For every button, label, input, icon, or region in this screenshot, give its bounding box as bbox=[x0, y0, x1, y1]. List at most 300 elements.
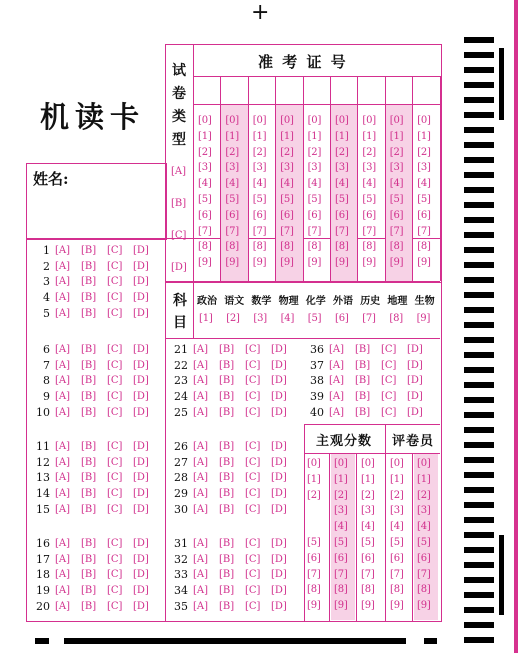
answer-bubble[interactable]: [C] bbox=[245, 344, 261, 355]
score-digit-bubble[interactable]: [2] bbox=[307, 489, 321, 501]
score-digit-bubble[interactable]: [7] bbox=[417, 568, 431, 580]
answer-bubble[interactable]: [B] bbox=[81, 292, 97, 304]
score-digit-bubble[interactable]: [5] bbox=[307, 537, 321, 548]
answer-bubble[interactable]: [D] bbox=[133, 472, 149, 484]
ticket-digit-bubble[interactable]: [5] bbox=[307, 194, 322, 205]
score-digit-bubble[interactable]: [0] bbox=[417, 458, 431, 469]
score-digit-bubble[interactable]: [0] bbox=[390, 458, 404, 469]
score-digit-bubble[interactable]: [1] bbox=[417, 473, 431, 485]
answer-bubble[interactable]: [D] bbox=[271, 503, 287, 515]
answer-bubble[interactable]: [A] bbox=[193, 553, 209, 565]
answer-bubble[interactable]: [B] bbox=[81, 585, 97, 597]
answer-bubble[interactable]: [D] bbox=[133, 600, 149, 612]
score-digit-bubble[interactable]: [4] bbox=[390, 521, 404, 533]
answer-bubble[interactable]: [C] bbox=[107, 292, 123, 304]
ticket-digit-bubble[interactable]: [6] bbox=[198, 209, 212, 221]
answer-bubble[interactable]: [B] bbox=[81, 488, 97, 500]
ticket-digit-bubble[interactable]: [2] bbox=[362, 146, 376, 158]
answer-bubble[interactable]: [C] bbox=[107, 375, 123, 387]
score-digit-bubble[interactable]: [7] bbox=[334, 568, 348, 580]
ticket-digit-bubble[interactable]: [3] bbox=[335, 162, 349, 174]
answer-bubble[interactable]: [B] bbox=[81, 503, 97, 515]
answer-bubble[interactable]: [D] bbox=[133, 292, 149, 304]
ticket-digit-bubble[interactable]: [3] bbox=[280, 162, 294, 174]
answer-bubble[interactable]: [C] bbox=[245, 472, 261, 484]
answer-bubble[interactable]: [D] bbox=[407, 359, 423, 371]
score-digit-bubble[interactable]: [7] bbox=[390, 568, 404, 580]
answer-bubble[interactable]: [B] bbox=[219, 553, 235, 565]
score-digit-bubble[interactable]: [4] bbox=[334, 521, 348, 533]
answer-bubble[interactable]: [C] bbox=[245, 359, 261, 371]
answer-bubble[interactable]: [A] bbox=[55, 260, 71, 272]
answer-bubble[interactable]: [D] bbox=[407, 344, 423, 355]
answer-bubble[interactable]: [C] bbox=[245, 441, 261, 452]
answer-bubble[interactable]: [B] bbox=[355, 375, 371, 387]
ticket-digit-bubble[interactable]: [3] bbox=[252, 162, 267, 174]
ticket-digit-bubble[interactable]: [7] bbox=[417, 225, 431, 237]
answer-bubble[interactable]: [D] bbox=[133, 456, 149, 468]
ticket-digit-bubble[interactable]: [4] bbox=[335, 178, 349, 190]
ticket-digit-bubble[interactable]: [1] bbox=[225, 130, 239, 142]
answer-bubble[interactable]: [B] bbox=[219, 456, 235, 468]
ticket-digit-bubble[interactable]: [1] bbox=[362, 130, 376, 142]
answer-bubble[interactable]: [D] bbox=[133, 488, 149, 500]
answer-bubble[interactable]: [D] bbox=[271, 553, 287, 565]
answer-bubble[interactable]: [B] bbox=[219, 344, 235, 355]
answer-bubble[interactable]: [D] bbox=[271, 344, 287, 355]
ticket-digit-bubble[interactable]: [2] bbox=[280, 146, 294, 158]
answer-bubble[interactable]: [A] bbox=[55, 391, 71, 403]
answer-bubble[interactable]: [C] bbox=[107, 600, 123, 612]
answer-bubble[interactable]: [C] bbox=[381, 375, 397, 387]
answer-bubble[interactable]: [B] bbox=[81, 600, 97, 612]
score-digit-bubble[interactable]: [2] bbox=[361, 489, 375, 501]
ticket-digit-bubble[interactable]: [1] bbox=[389, 130, 404, 142]
score-digit-bubble[interactable]: [0] bbox=[334, 458, 348, 469]
answer-bubble[interactable]: [A] bbox=[55, 375, 71, 387]
exam-type-option[interactable]: [A] bbox=[171, 166, 187, 177]
answer-bubble[interactable]: [B] bbox=[219, 391, 235, 403]
ticket-digit-bubble[interactable]: [2] bbox=[198, 146, 212, 158]
score-digit-bubble[interactable]: [3] bbox=[390, 505, 404, 517]
answer-bubble[interactable]: [C] bbox=[381, 344, 397, 355]
score-digit-bubble[interactable]: [8] bbox=[334, 584, 348, 596]
answer-bubble[interactable]: [D] bbox=[271, 391, 287, 403]
ticket-digit-bubble[interactable]: [9] bbox=[362, 257, 376, 269]
answer-bubble[interactable]: [C] bbox=[107, 503, 123, 515]
ticket-digit-bubble[interactable]: [1] bbox=[335, 130, 349, 142]
answer-bubble[interactable]: [B] bbox=[355, 344, 371, 355]
score-digit-bubble[interactable]: [8] bbox=[307, 584, 321, 596]
answer-bubble[interactable]: [B] bbox=[81, 359, 97, 371]
ticket-digit-bubble[interactable]: [6] bbox=[417, 209, 431, 221]
answer-bubble[interactable]: [A] bbox=[55, 488, 71, 500]
answer-bubble[interactable]: [B] bbox=[81, 375, 97, 387]
answer-bubble[interactable]: [A] bbox=[193, 441, 209, 452]
ticket-digit-bubble[interactable]: [7] bbox=[307, 225, 322, 237]
answer-bubble[interactable]: [A] bbox=[55, 585, 71, 597]
score-digit-bubble[interactable]: [4] bbox=[361, 521, 375, 533]
answer-bubble[interactable]: [B] bbox=[219, 488, 235, 500]
score-digit-bubble[interactable]: [7] bbox=[361, 568, 375, 580]
ticket-digit-bubble[interactable]: [8] bbox=[417, 241, 431, 253]
answer-bubble[interactable]: [C] bbox=[107, 441, 123, 452]
ticket-digit-bubble[interactable]: [0] bbox=[389, 115, 404, 126]
ticket-digit-bubble[interactable]: [6] bbox=[225, 209, 239, 221]
score-digit-bubble[interactable]: [9] bbox=[307, 600, 321, 612]
ticket-digit-bubble[interactable]: [7] bbox=[252, 225, 267, 237]
answer-bubble[interactable]: [C] bbox=[107, 553, 123, 565]
score-digit-bubble[interactable]: [5] bbox=[334, 537, 348, 548]
answer-bubble[interactable]: [C] bbox=[245, 391, 261, 403]
answer-bubble[interactable]: [C] bbox=[381, 391, 397, 403]
score-digit-bubble[interactable]: [2] bbox=[334, 489, 348, 501]
answer-bubble[interactable]: [D] bbox=[133, 276, 149, 288]
answer-bubble[interactable]: [A] bbox=[193, 585, 209, 597]
ticket-digit-bubble[interactable]: [3] bbox=[389, 162, 404, 174]
ticket-digit-bubble[interactable]: [8] bbox=[307, 241, 322, 253]
score-digit-bubble[interactable]: [9] bbox=[361, 600, 375, 612]
subject-code-bubble[interactable]: [3] bbox=[253, 313, 267, 324]
ticket-digit-bubble[interactable]: [5] bbox=[335, 194, 349, 205]
ticket-digit-bubble[interactable]: [8] bbox=[280, 241, 294, 253]
ticket-digit-bubble[interactable]: [1] bbox=[198, 130, 212, 142]
exam-type-option[interactable]: [B] bbox=[171, 198, 187, 209]
answer-bubble[interactable]: [C] bbox=[245, 456, 261, 468]
answer-bubble[interactable]: [D] bbox=[271, 441, 287, 452]
answer-bubble[interactable]: [B] bbox=[81, 245, 97, 256]
score-digit-bubble[interactable]: [6] bbox=[417, 552, 431, 564]
ticket-digit-bubble[interactable]: [3] bbox=[362, 162, 376, 174]
answer-bubble[interactable]: [D] bbox=[407, 391, 423, 403]
ticket-digit-bubble[interactable]: [9] bbox=[225, 257, 239, 269]
ticket-digit-bubble[interactable]: [1] bbox=[280, 130, 294, 142]
answer-bubble[interactable]: [B] bbox=[81, 391, 97, 403]
ticket-digit-bubble[interactable]: [8] bbox=[198, 241, 212, 253]
ticket-digit-bubble[interactable]: [3] bbox=[225, 162, 239, 174]
ticket-digit-bubble[interactable]: [0] bbox=[225, 115, 239, 126]
answer-bubble[interactable]: [A] bbox=[55, 245, 71, 256]
answer-bubble[interactable]: [B] bbox=[355, 359, 371, 371]
subject-code-bubble[interactable]: [6] bbox=[335, 313, 349, 324]
answer-bubble[interactable]: [B] bbox=[81, 344, 97, 355]
ticket-digit-bubble[interactable]: [5] bbox=[389, 194, 404, 205]
ticket-digit-bubble[interactable]: [2] bbox=[252, 146, 267, 158]
answer-bubble[interactable]: [A] bbox=[193, 456, 209, 468]
ticket-digit-bubble[interactable]: [7] bbox=[225, 225, 239, 237]
score-digit-bubble[interactable]: [3] bbox=[334, 505, 348, 517]
answer-bubble[interactable]: [D] bbox=[133, 391, 149, 403]
score-digit-bubble[interactable]: [2] bbox=[417, 489, 431, 501]
score-digit-bubble[interactable]: [0] bbox=[361, 458, 375, 469]
answer-bubble[interactable]: [C] bbox=[107, 359, 123, 371]
ticket-digit-bubble[interactable]: [9] bbox=[307, 257, 322, 269]
answer-bubble[interactable]: [A] bbox=[193, 569, 209, 581]
answer-bubble[interactable]: [D] bbox=[271, 488, 287, 500]
answer-bubble[interactable]: [B] bbox=[219, 359, 235, 371]
ticket-digit-bubble[interactable]: [0] bbox=[335, 115, 349, 126]
ticket-digit-bubble[interactable]: [7] bbox=[280, 225, 294, 237]
ticket-digit-bubble[interactable]: [7] bbox=[362, 225, 376, 237]
ticket-digit-bubble[interactable]: [1] bbox=[307, 130, 322, 142]
answer-bubble[interactable]: [D] bbox=[271, 375, 287, 387]
ticket-digit-bubble[interactable]: [0] bbox=[198, 115, 212, 126]
answer-bubble[interactable]: [C] bbox=[381, 406, 397, 418]
answer-bubble[interactable]: [C] bbox=[107, 307, 123, 319]
answer-bubble[interactable]: [D] bbox=[133, 359, 149, 371]
answer-bubble[interactable]: [D] bbox=[133, 569, 149, 581]
ticket-digit-bubble[interactable]: [5] bbox=[280, 194, 294, 205]
answer-bubble[interactable]: [D] bbox=[133, 538, 149, 549]
answer-bubble[interactable]: [C] bbox=[107, 472, 123, 484]
ticket-digit-bubble[interactable]: [3] bbox=[307, 162, 322, 174]
answer-bubble[interactable]: [A] bbox=[193, 406, 209, 418]
subject-code-bubble[interactable]: [7] bbox=[362, 313, 376, 324]
ticket-digit-bubble[interactable]: [2] bbox=[307, 146, 322, 158]
exam-type-option[interactable]: [C] bbox=[171, 230, 187, 241]
ticket-digit-bubble[interactable]: [2] bbox=[417, 146, 431, 158]
answer-bubble[interactable]: [B] bbox=[81, 276, 97, 288]
subject-code-bubble[interactable]: [5] bbox=[307, 313, 322, 324]
ticket-digit-bubble[interactable]: [0] bbox=[252, 115, 267, 126]
ticket-digit-bubble[interactable]: [6] bbox=[252, 209, 267, 221]
ticket-digit-bubble[interactable]: [7] bbox=[198, 225, 212, 237]
score-digit-bubble[interactable]: [9] bbox=[334, 600, 348, 612]
ticket-digit-bubble[interactable]: [4] bbox=[225, 178, 239, 190]
ticket-digit-bubble[interactable]: [5] bbox=[198, 194, 212, 205]
answer-bubble[interactable]: [D] bbox=[271, 472, 287, 484]
answer-bubble[interactable]: [D] bbox=[133, 375, 149, 387]
answer-bubble[interactable]: [C] bbox=[245, 600, 261, 612]
answer-bubble[interactable]: [A] bbox=[193, 600, 209, 612]
answer-bubble[interactable]: [A] bbox=[193, 538, 209, 549]
ticket-digit-bubble[interactable]: [9] bbox=[198, 257, 212, 269]
ticket-digit-bubble[interactable]: [6] bbox=[362, 209, 376, 221]
ticket-digit-bubble[interactable]: [7] bbox=[389, 225, 404, 237]
answer-bubble[interactable]: [D] bbox=[271, 569, 287, 581]
subject-code-bubble[interactable]: [2] bbox=[226, 313, 240, 324]
ticket-digit-bubble[interactable]: [4] bbox=[198, 178, 212, 190]
ticket-digit-bubble[interactable]: [2] bbox=[225, 146, 239, 158]
answer-bubble[interactable]: [B] bbox=[219, 569, 235, 581]
subject-code-bubble[interactable]: [1] bbox=[199, 313, 213, 324]
ticket-digit-bubble[interactable]: [2] bbox=[389, 146, 404, 158]
subject-code-bubble[interactable]: [9] bbox=[416, 313, 431, 324]
score-digit-bubble[interactable]: [7] bbox=[307, 568, 321, 580]
answer-bubble[interactable]: [D] bbox=[133, 553, 149, 565]
score-digit-bubble[interactable]: [9] bbox=[417, 600, 431, 612]
answer-bubble[interactable]: [B] bbox=[219, 472, 235, 484]
score-digit-bubble[interactable]: [5] bbox=[417, 537, 431, 548]
answer-bubble[interactable]: [B] bbox=[81, 472, 97, 484]
answer-bubble[interactable]: [A] bbox=[329, 344, 345, 355]
answer-bubble[interactable]: [D] bbox=[133, 307, 149, 319]
answer-bubble[interactable]: [A] bbox=[193, 472, 209, 484]
answer-bubble[interactable]: [C] bbox=[245, 503, 261, 515]
answer-bubble[interactable]: [C] bbox=[245, 569, 261, 581]
answer-bubble[interactable]: [B] bbox=[355, 406, 371, 418]
ticket-digit-bubble[interactable]: [4] bbox=[417, 178, 431, 190]
answer-bubble[interactable]: [B] bbox=[81, 260, 97, 272]
answer-bubble[interactable]: [A] bbox=[55, 441, 71, 452]
ticket-digit-bubble[interactable]: [8] bbox=[225, 241, 239, 253]
ticket-digit-bubble[interactable]: [9] bbox=[335, 257, 349, 269]
answer-bubble[interactable]: [B] bbox=[219, 441, 235, 452]
ticket-digit-bubble[interactable]: [8] bbox=[335, 241, 349, 253]
ticket-digit-bubble[interactable]: [4] bbox=[280, 178, 294, 190]
ticket-digit-bubble[interactable]: [8] bbox=[389, 241, 404, 253]
answer-bubble[interactable]: [C] bbox=[107, 391, 123, 403]
ticket-digit-bubble[interactable]: [6] bbox=[280, 209, 294, 221]
score-digit-bubble[interactable]: [3] bbox=[361, 505, 375, 517]
ticket-digit-bubble[interactable]: [8] bbox=[252, 241, 267, 253]
answer-bubble[interactable]: [C] bbox=[107, 260, 123, 272]
answer-bubble[interactable]: [B] bbox=[219, 585, 235, 597]
ticket-digit-bubble[interactable]: [6] bbox=[307, 209, 322, 221]
answer-bubble[interactable]: [B] bbox=[355, 391, 371, 403]
answer-bubble[interactable]: [A] bbox=[193, 375, 209, 387]
ticket-digit-bubble[interactable]: [0] bbox=[362, 115, 376, 126]
answer-bubble[interactable]: [B] bbox=[81, 307, 97, 319]
answer-bubble[interactable]: [C] bbox=[245, 585, 261, 597]
answer-bubble[interactable]: [A] bbox=[55, 307, 71, 319]
score-digit-bubble[interactable]: [1] bbox=[307, 473, 321, 485]
answer-bubble[interactable]: [C] bbox=[107, 585, 123, 597]
answer-bubble[interactable]: [A] bbox=[329, 359, 345, 371]
ticket-digit-bubble[interactable]: [9] bbox=[417, 257, 431, 269]
subject-code-bubble[interactable]: [8] bbox=[389, 313, 403, 324]
ticket-digit-bubble[interactable]: [9] bbox=[252, 257, 267, 269]
answer-bubble[interactable]: [A] bbox=[329, 406, 345, 418]
answer-bubble[interactable]: [A] bbox=[55, 292, 71, 304]
answer-bubble[interactable]: [A] bbox=[55, 276, 71, 288]
ticket-digit-bubble[interactable]: [0] bbox=[307, 115, 322, 126]
answer-bubble[interactable]: [B] bbox=[219, 538, 235, 549]
answer-bubble[interactable]: [D] bbox=[133, 503, 149, 515]
answer-bubble[interactable]: [C] bbox=[107, 406, 123, 418]
score-digit-bubble[interactable]: [9] bbox=[390, 600, 404, 612]
answer-bubble[interactable]: [D] bbox=[407, 406, 423, 418]
answer-bubble[interactable]: [A] bbox=[55, 456, 71, 468]
answer-bubble[interactable]: [D] bbox=[133, 245, 149, 256]
answer-bubble[interactable]: [C] bbox=[381, 359, 397, 371]
answer-bubble[interactable]: [C] bbox=[107, 538, 123, 549]
score-digit-bubble[interactable]: [5] bbox=[361, 537, 375, 548]
answer-bubble[interactable]: [A] bbox=[193, 503, 209, 515]
answer-bubble[interactable]: [C] bbox=[107, 245, 123, 256]
answer-bubble[interactable]: [A] bbox=[55, 344, 71, 355]
ticket-digit-bubble[interactable]: [3] bbox=[417, 162, 431, 174]
answer-bubble[interactable]: [B] bbox=[219, 600, 235, 612]
answer-bubble[interactable]: [A] bbox=[329, 375, 345, 387]
exam-type-option[interactable]: [D] bbox=[171, 262, 187, 273]
ticket-digit-bubble[interactable]: [5] bbox=[417, 194, 431, 205]
answer-bubble[interactable]: [A] bbox=[55, 600, 71, 612]
answer-bubble[interactable]: [B] bbox=[81, 456, 97, 468]
answer-bubble[interactable]: [A] bbox=[55, 553, 71, 565]
answer-bubble[interactable]: [D] bbox=[133, 441, 149, 452]
score-digit-bubble[interactable]: [8] bbox=[361, 584, 375, 596]
answer-bubble[interactable]: [D] bbox=[271, 456, 287, 468]
answer-bubble[interactable]: [B] bbox=[81, 441, 97, 452]
answer-bubble[interactable]: [B] bbox=[81, 569, 97, 581]
ticket-digit-bubble[interactable]: [5] bbox=[362, 194, 376, 205]
score-digit-bubble[interactable]: [8] bbox=[417, 584, 431, 596]
answer-bubble[interactable]: [A] bbox=[55, 503, 71, 515]
subject-code-bubble[interactable]: [4] bbox=[280, 313, 295, 324]
ticket-digit-bubble[interactable]: [9] bbox=[280, 257, 294, 269]
answer-bubble[interactable]: [A] bbox=[55, 538, 71, 549]
answer-bubble[interactable]: [A] bbox=[55, 569, 71, 581]
answer-bubble[interactable]: [B] bbox=[219, 375, 235, 387]
answer-bubble[interactable]: [C] bbox=[107, 276, 123, 288]
score-digit-bubble[interactable]: [1] bbox=[361, 473, 375, 485]
answer-bubble[interactable]: [D] bbox=[271, 585, 287, 597]
score-digit-bubble[interactable]: [6] bbox=[307, 552, 321, 564]
score-digit-bubble[interactable]: [1] bbox=[334, 473, 348, 485]
score-digit-bubble[interactable]: [6] bbox=[334, 552, 348, 564]
answer-bubble[interactable]: [D] bbox=[271, 406, 287, 418]
answer-bubble[interactable]: [A] bbox=[193, 488, 209, 500]
ticket-digit-bubble[interactable]: [3] bbox=[198, 162, 212, 174]
score-digit-bubble[interactable]: [2] bbox=[390, 489, 404, 501]
answer-bubble[interactable]: [C] bbox=[107, 456, 123, 468]
score-digit-bubble[interactable]: [3] bbox=[417, 505, 431, 517]
answer-bubble[interactable]: [B] bbox=[219, 503, 235, 515]
score-digit-bubble[interactable]: [4] bbox=[417, 521, 431, 533]
answer-bubble[interactable]: [D] bbox=[133, 406, 149, 418]
ticket-digit-bubble[interactable]: [9] bbox=[389, 257, 404, 269]
score-digit-bubble[interactable]: [8] bbox=[390, 584, 404, 596]
score-digit-bubble[interactable]: [5] bbox=[390, 537, 404, 548]
answer-bubble[interactable]: [D] bbox=[407, 375, 423, 387]
answer-bubble[interactable]: [C] bbox=[107, 488, 123, 500]
answer-bubble[interactable]: [D] bbox=[271, 600, 287, 612]
answer-bubble[interactable]: [C] bbox=[245, 375, 261, 387]
score-digit-bubble[interactable]: [6] bbox=[361, 552, 375, 564]
ticket-digit-bubble[interactable]: [7] bbox=[335, 225, 349, 237]
answer-bubble[interactable]: [B] bbox=[81, 553, 97, 565]
answer-bubble[interactable]: [D] bbox=[133, 585, 149, 597]
answer-bubble[interactable]: [D] bbox=[133, 344, 149, 355]
answer-bubble[interactable]: [A] bbox=[329, 391, 345, 403]
ticket-digit-bubble[interactable]: [2] bbox=[335, 146, 349, 158]
answer-bubble[interactable]: [A] bbox=[193, 391, 209, 403]
answer-bubble[interactable]: [D] bbox=[271, 359, 287, 371]
ticket-digit-bubble[interactable]: [8] bbox=[362, 241, 376, 253]
ticket-digit-bubble[interactable]: [4] bbox=[252, 178, 267, 190]
ticket-digit-bubble[interactable]: [5] bbox=[225, 194, 239, 205]
ticket-digit-bubble[interactable]: [0] bbox=[280, 115, 294, 126]
ticket-digit-bubble[interactable]: [4] bbox=[307, 178, 322, 190]
ticket-digit-bubble[interactable]: [1] bbox=[417, 130, 431, 142]
ticket-digit-bubble[interactable]: [1] bbox=[252, 130, 267, 142]
answer-bubble[interactable]: [C] bbox=[107, 569, 123, 581]
answer-bubble[interactable]: [B] bbox=[81, 406, 97, 418]
answer-bubble[interactable]: [D] bbox=[133, 260, 149, 272]
answer-bubble[interactable]: [C] bbox=[107, 344, 123, 355]
answer-bubble[interactable]: [C] bbox=[245, 488, 261, 500]
ticket-digit-bubble[interactable]: [0] bbox=[417, 115, 431, 126]
answer-bubble[interactable]: [C] bbox=[245, 538, 261, 549]
ticket-digit-bubble[interactable]: [6] bbox=[389, 209, 404, 221]
score-digit-bubble[interactable]: [1] bbox=[390, 473, 404, 485]
answer-bubble[interactable]: [A] bbox=[193, 359, 209, 371]
ticket-digit-bubble[interactable]: [6] bbox=[335, 209, 349, 221]
answer-bubble[interactable]: [A] bbox=[193, 344, 209, 355]
answer-bubble[interactable]: [A] bbox=[55, 359, 71, 371]
answer-bubble[interactable]: [B] bbox=[219, 406, 235, 418]
